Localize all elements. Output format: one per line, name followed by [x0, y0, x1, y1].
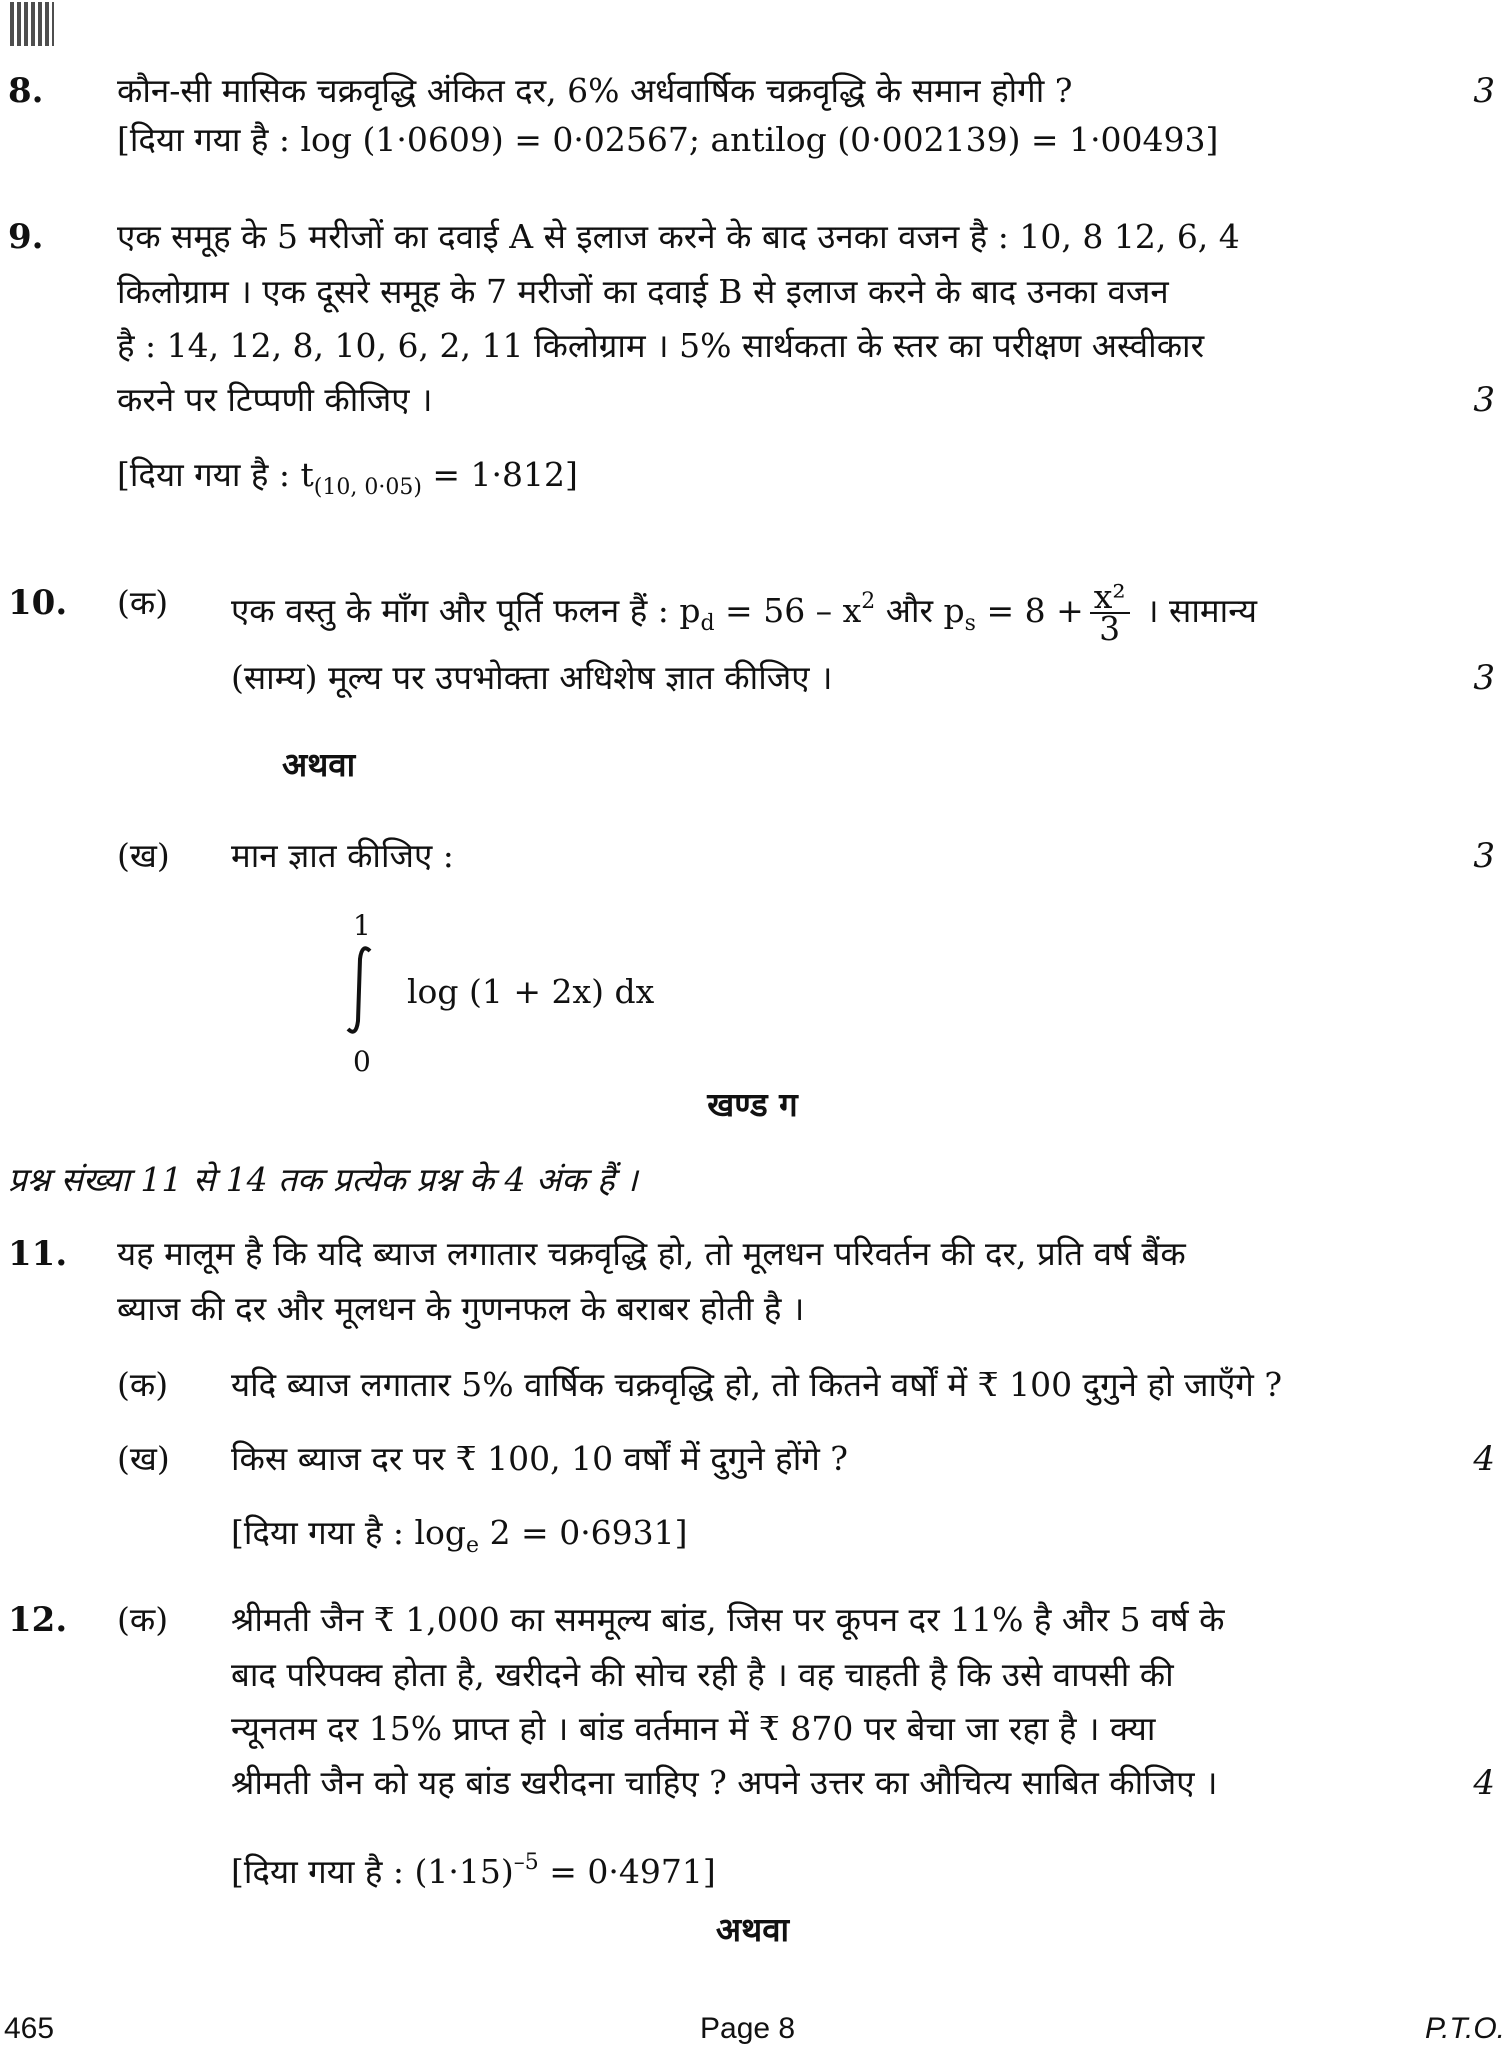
page-number: Page 8	[700, 2012, 796, 2045]
paper-code: 465	[4, 2012, 55, 2045]
fraction	[1090, 577, 1130, 648]
text: = 56 – x	[714, 591, 862, 630]
section-instruction: प्रश्न संख्या 11 से 14 तक प्रत्येक प्रश्न के 4 अंक हैं ।	[8, 1160, 638, 1199]
q10-a-line2: (साम्य) मूल्य पर उपभोक्ता अधिशेष ज्ञात कीजिए ।	[231, 658, 833, 697]
q10-b-marks: 3	[1473, 836, 1495, 876]
subscript: s	[964, 611, 976, 636]
q10-number: 10.	[8, 583, 68, 623]
q11-b-label: (ख)	[117, 1439, 170, 1478]
q10-b-line1: मान ज्ञात कीजिए :	[231, 836, 454, 875]
q11-line2: ब्याज की दर और मूलधन के गुणनफल के बराबर होती है ।	[117, 1289, 805, 1328]
pto: P.T.O.	[1424, 2012, 1505, 2045]
q9-line1: एक समूह के 5 मरीजों का दवाई A से इलाज करने के बाद उनका वजन है : 10, 8 12, 6, 4	[117, 217, 1240, 256]
q12-number: 12.	[8, 1600, 68, 1640]
q12-or: अथवा	[715, 1910, 790, 1949]
q10-or: अथवा	[282, 745, 356, 784]
q10-a-label: (क)	[117, 583, 169, 622]
q10-a-line1	[231, 572, 1257, 654]
q8-number: 8.	[8, 71, 44, 111]
section-title: खण्ड ग	[707, 1085, 798, 1124]
q11-given	[231, 1513, 688, 1566]
integral-sign	[340, 945, 380, 1035]
numerator: x²	[1090, 582, 1130, 614]
subscript: e	[466, 1533, 480, 1558]
q12-line2: बाद परिपक्व होता है, खरीदने की सोच रही है । वह चाहती है कि उसे वापसी की	[231, 1655, 1174, 1694]
q8-marks: 3	[1473, 71, 1495, 111]
q9-marks: 3	[1473, 380, 1495, 420]
given-text: [दिया गया है : t	[117, 455, 314, 494]
text: [दिया गया है : log	[231, 1513, 467, 1552]
q12-line1: श्रीमती जैन ₹ 1,000 का सममूल्य बांड, जिस पर कूपन दर 11% है और 5 वर्ष के	[231, 1600, 1225, 1639]
superscript: 2	[861, 589, 876, 614]
q8-line1: कौन-सी मासिक चक्रवृद्धि अंकित दर, 6% अर्धवार्षिक चक्रवृद्धि के समान होगी ?	[117, 71, 1073, 110]
lower-limit: 0	[353, 1045, 371, 1078]
denominator: 3	[1099, 609, 1121, 648]
q9-line3: है : 14, 12, 8, 10, 6, 2, 11 किलोग्राम । 5% सार्थकता के स्तर का परीक्षण अस्वीकार	[117, 326, 1205, 365]
q11-number: 11.	[8, 1234, 68, 1274]
q8-given: [दिया गया है : log (1·0609) = 0·02567; antilog (0·002139) = 1·00493]	[117, 120, 1219, 159]
q11-a-label: (क)	[117, 1365, 169, 1404]
integrand: log (1 + 2x) dx	[407, 972, 655, 1011]
q11-b-text: किस ब्याज दर पर ₹ 100, 10 वर्षों में दुगुने होंगे ?	[231, 1439, 848, 1478]
q12-line4: श्रीमती जैन को यह बांड खरीदना चाहिए ? अपने उत्तर का औचित्य साबित कीजिए ।	[231, 1763, 1218, 1802]
q9-number: 9.	[8, 217, 44, 257]
q10-b-label: (ख)	[117, 836, 170, 875]
q12-a-label: (क)	[117, 1600, 169, 1639]
text: = 8 +	[975, 591, 1084, 630]
q9-line4: करने पर टिप्पणी कीजिए ।	[117, 380, 433, 419]
text: = 0·4971]	[538, 1852, 716, 1891]
qr-code	[10, 2, 54, 46]
q11-marks: 4	[1473, 1439, 1495, 1479]
superscript: –5	[513, 1850, 539, 1875]
q12-given	[231, 1843, 716, 1892]
subscript: d	[700, 611, 715, 636]
text: और p	[875, 591, 965, 630]
q10-a-marks: 3	[1473, 658, 1495, 698]
upper-limit: 1	[353, 909, 371, 942]
text: 2 = 0·6931]	[479, 1513, 688, 1552]
given-value: = 1·812]	[421, 455, 578, 494]
q12-line3: न्यूनतम दर 15% प्राप्त हो । बांड वर्तमान में ₹ 870 पर बेचा जा रहा है । क्या	[231, 1709, 1156, 1748]
q11-line1: यह मालूम है कि यदि ब्याज लगातार चक्रवृद्धि हो, तो मूलधन परिवर्तन की दर, प्रति वर्ष बैंक	[117, 1234, 1186, 1273]
text: [दिया गया है : (1·15)	[231, 1852, 514, 1891]
subscript: (10, 0·05)	[313, 475, 422, 500]
q9-given	[117, 455, 578, 508]
q12-marks: 4	[1473, 1763, 1495, 1803]
q11-a-text: यदि ब्याज लगातार 5% वार्षिक चक्रवृद्धि हो, तो कितने वर्षों में ₹ 100 दुगुने हो जाएँगे ?	[231, 1365, 1283, 1404]
text: । सामान्य	[1146, 591, 1258, 630]
text: एक वस्तु के माँग और पूर्ति फलन हैं : p	[231, 591, 701, 630]
q9-line2: किलोग्राम । एक दूसरे समूह के 7 मरीजों का दवाई B से इलाज करने के बाद उनका वजन	[117, 272, 1169, 311]
